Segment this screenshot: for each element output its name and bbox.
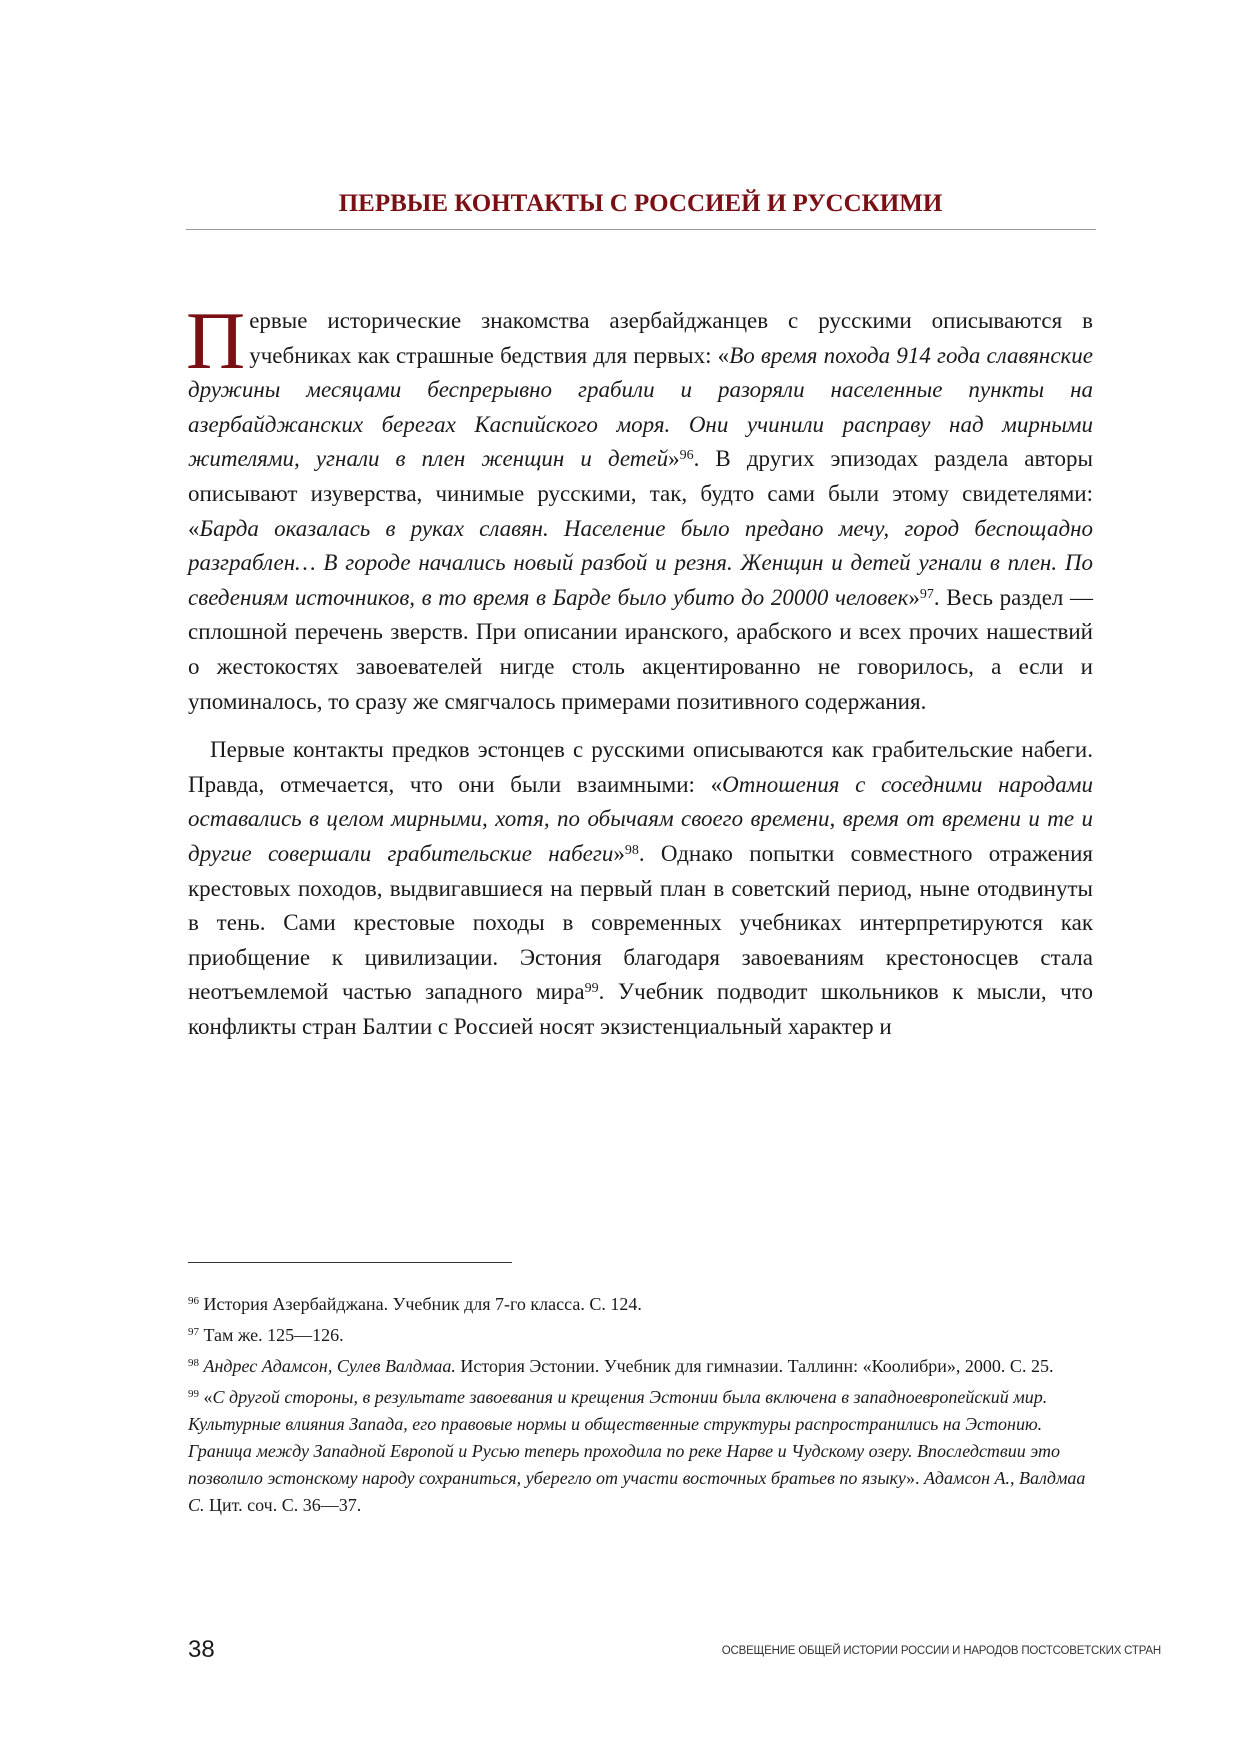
quote-text: Адамсон А., Валдмаа С. [188, 1468, 1086, 1515]
drop-cap: П [186, 295, 246, 386]
footnote [188, 1353, 1093, 1380]
text-run: Цит. соч. С. 36—37. [204, 1495, 362, 1515]
text-run: « [199, 1387, 213, 1407]
text-run: » [668, 446, 680, 472]
running-title: ОСВЕЩЕНИЕ ОБЩЕЙ ИСТОРИИ РОССИИ И НАРОДОВ ПОСТСОВЕТСКИХ СТРАН [721, 1645, 1161, 1657]
heading-rule [186, 229, 1096, 230]
text-run: . Учебник подводит школьников к мысли, что конфликты стран Балтии с Россией носят экзистенциальный характер и [188, 979, 1093, 1039]
footnote-ref: 97 [188, 1326, 199, 1338]
text-run: Первые контакты предков эстонцев с русскими описываются как грабительские набеги. Правда, отмечается, что они были взаимными: « [188, 737, 1093, 797]
text-run: ». [905, 1468, 924, 1488]
footnote-ref: 96 [188, 1295, 199, 1307]
text-run: Там же. 125—126. [199, 1325, 344, 1345]
text-run: . Однако попытки совместного отражения крестовых походов, выдвигавшиеся на первый план в советский период, ныне отодвинуты в тень. Сами крестовые походы в современных учебниках интерпретируются как приобщение к цивилизации. Эстония благодаря завоеваниям крестоносцев стала неотъемлемой частью западного мира [188, 840, 1094, 1005]
footnote [188, 1291, 1093, 1318]
quote-text: Барда оказалась в руках славян. Население было предано мечу, город беспощадно разграблен… В городе начались новый разбой и резня. Женщин и детей угнали в плен. По сведениям источников, в то время в Барде было убито до 20000 человек [188, 515, 1093, 610]
footnote-ref: 99 [584, 981, 599, 997]
text-run: » [613, 840, 625, 866]
footnote [188, 1322, 1093, 1349]
text-run: ервые исторические знакомства азербайджанцев с русскими описываются в учебниках как страшные бедствия для первых: « [249, 308, 1093, 368]
text-run: . Весь раздел — сплошной перечень зверств. При описании иранского, арабского и всех прочих нашествий о жестокостях завоевателей нигде столь акцентированно не говорилось, а если и упоминалось, то сразу же смягчалось примерами позитивного содержания. [188, 584, 1093, 714]
quote-text: Во время похода 914 года славянские дружины месяцами беспрерывно грабили и разоряли населенные пункты на азербайджанских берегах Каспийского моря. Они учинили расправу над мирными жителями, угнали в плен женщин и детей [188, 342, 1094, 472]
footnote-ref: 97 [919, 586, 934, 602]
footnote-ref: 98 [624, 842, 639, 858]
text-run: » [908, 584, 920, 610]
paragraph [186, 295, 1094, 719]
quote-text: С другой стороны, в результате завоевания и крещения Эстонии была включена в западноевропейский мир. Культурные влияния Запада, его правовые нормы и общественные структуры распространились на Эстонию. Граница между Западной Европой и Русью теперь проходила по реке Нарве и Чудскому озеру. Впоследствии это позволило эстонскому народу сохраниться, уберегло от участи восточных братьев по языку [188, 1387, 1060, 1488]
chapter-heading: ПЕРВЫЕ КОНТАКТЫ С РОССИЕЙ И РУССКИМИ [338, 190, 943, 217]
footnote-ref: 96 [679, 448, 694, 464]
text-run: История Азербайджана. Учебник для 7-го класса. С. 124. [199, 1294, 642, 1314]
text-run: История Эстонии. Учебник для гимназии. Таллинн: «Коолибри», 2000. С. 25. [455, 1356, 1054, 1376]
page-number: 38 [188, 1636, 215, 1663]
footnotes [188, 1291, 1093, 1523]
footnote [188, 1384, 1093, 1519]
footnote-separator [188, 1262, 512, 1263]
quote-text: Андрес Адамсон, Сулев Валдмаа. [203, 1356, 456, 1376]
text-run: . В других эпизодах раздела авторы описывают изуверства, чинимые русскими, так, будто сами были этому свидетелями: « [188, 446, 1094, 541]
footnote-ref: 98 [188, 1357, 199, 1369]
quote-text: Отношения с соседними народами оставались в целом мирными, хотя, по обычаям своего времени, время от времени и те и другие совершали грабительские набеги [188, 771, 1093, 866]
paragraph [188, 733, 1093, 1044]
footnote-ref: 99 [188, 1388, 199, 1400]
body-text [186, 295, 1094, 1058]
